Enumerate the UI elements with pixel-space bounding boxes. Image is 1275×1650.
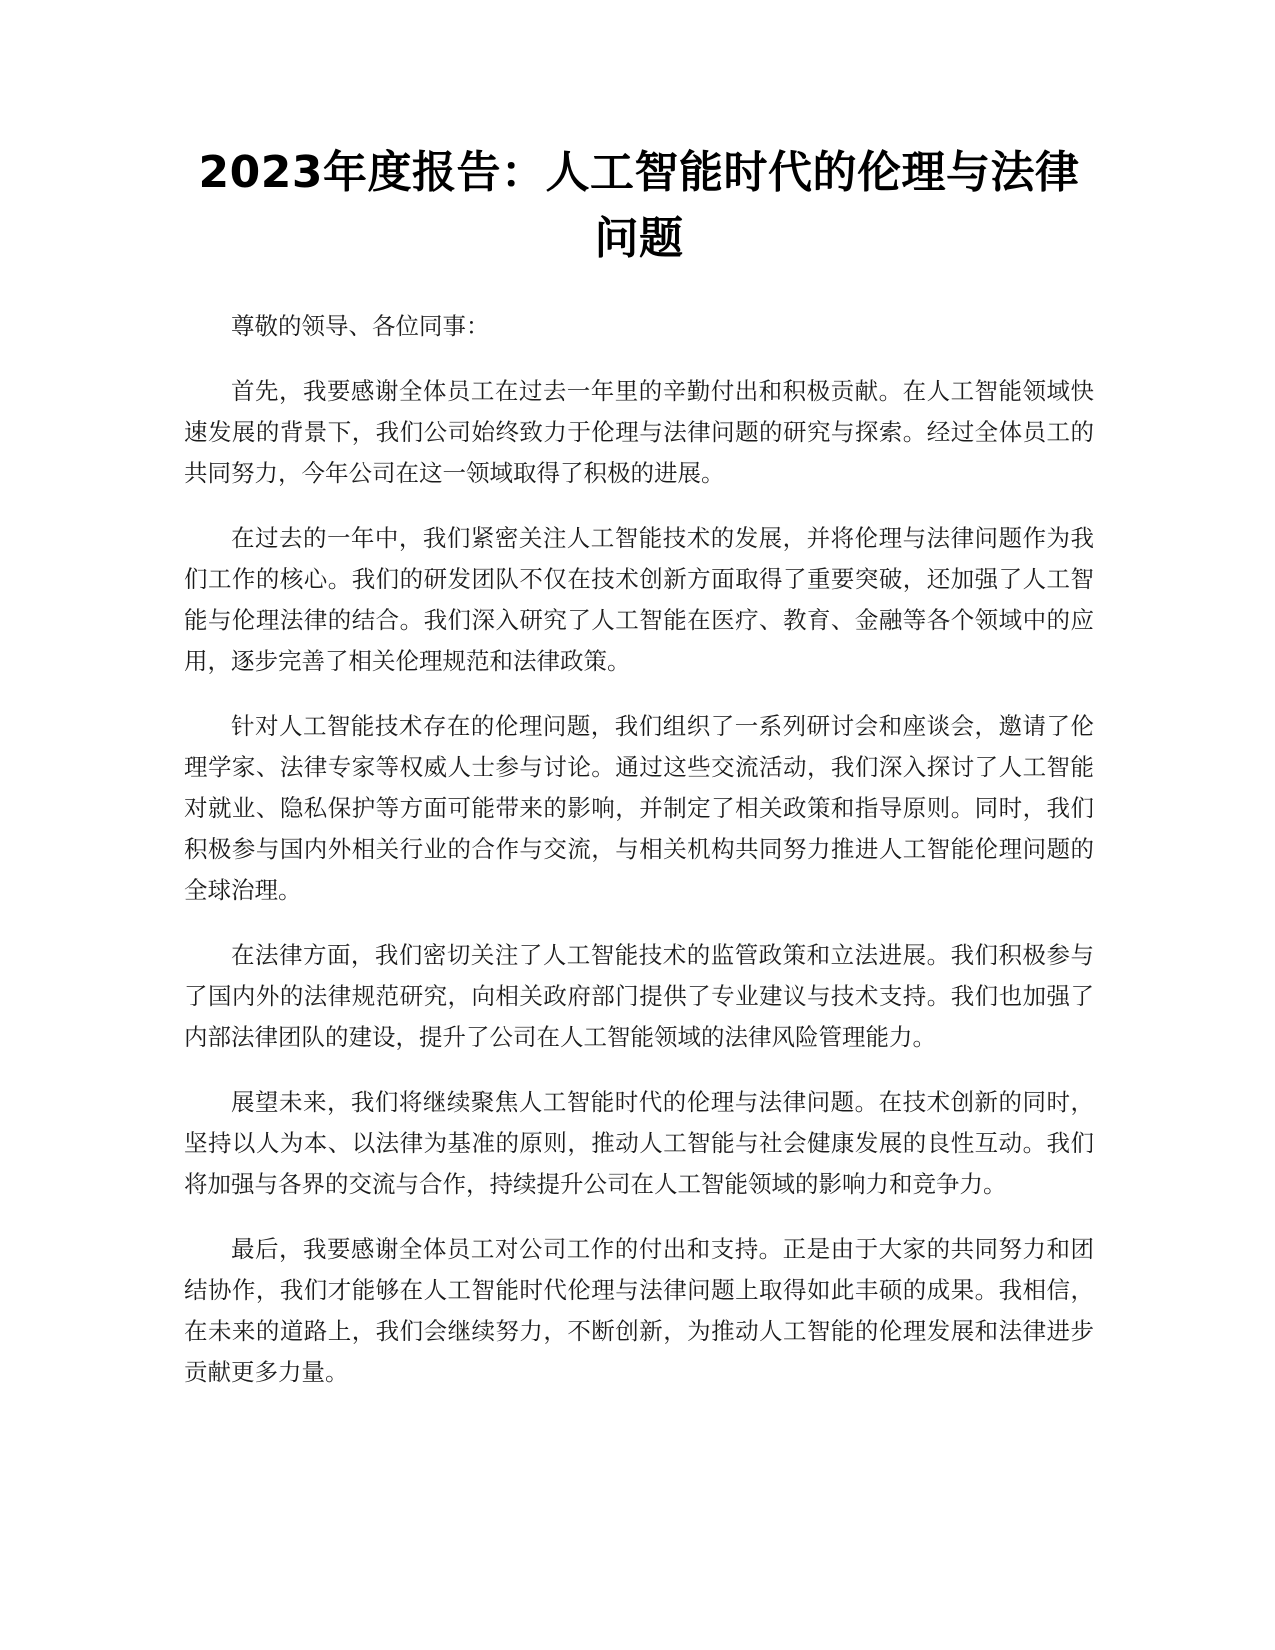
paragraph-4: 在法律方面，我们密切关注了人工智能技术的监管政策和立法进展。我们积极参与了国内外的法律规范研究，向相关政府部门提供了专业建议与技术支持。我们也加强了内部法律团队的建设，提升了公司在人工智能领域的法律风险管理能力。 (184, 941, 1094, 1051)
paragraph-5: 展望未来，我们将继续聚焦人工智能时代的伦理与法律问题。在技术创新的同时，坚持以人为本、以法律为基准的原则，推动人工智能与社会健康发展的良性互动。我们将加强与各界的交流与合作，持续提升公司在人工智能领域的影响力和竞争力。 (184, 1088, 1094, 1198)
paragraph-3: 针对人工智能技术存在的伦理问题，我们组织了一系列研讨会和座谈会，邀请了伦理学家、法律专家等权威人士参与讨论。通过这些交流活动，我们深入探讨了人工智能对就业、隐私保护等方面可能带来的影响，并制定了相关政策和指导原则。同时，我们积极参与国内外相关行业的合作与交流，与相关机构共同努力推进人工智能伦理问题的全球治理。 (184, 712, 1094, 904)
paragraph-1: 首先，我要感谢全体员工在过去一年里的辛勤付出和积极贡献。在人工智能领域快速发展的背景下，我们公司始终致力于伦理与法律问题的研究与探索。经过全体员工的共同努力，今年公司在这一领域取得了积极的进展。 (184, 377, 1094, 487)
greeting: 尊敬的领导、各位同事： (231, 312, 490, 340)
document-title: 2023年度报告：人工智能时代的伦理与法律问题 (198, 147, 1080, 264)
paragraph-2: 在过去的一年中，我们紧密关注人工智能技术的发展，并将伦理与法律问题作为我们工作的核心。我们的研发团队不仅在技术创新方面取得了重要突破，还加强了人工智能与伦理法律的结合。我们深入研究了人工智能在医疗、教育、金融等各个领域中的应用，逐步完善了相关伦理规范和法律政策。 (184, 524, 1094, 675)
document-page (184, 140, 1094, 1417)
paragraph-6: 最后，我要感谢全体员工对公司工作的付出和支持。正是由于大家的共同努力和团结协作，我们才能够在人工智能时代伦理与法律问题上取得如此丰硕的成果。我相信，在未来的道路上，我们会继续努力，不断创新，为推动人工智能的伦理发展和法律进步贡献更多力量。 (184, 1235, 1094, 1386)
